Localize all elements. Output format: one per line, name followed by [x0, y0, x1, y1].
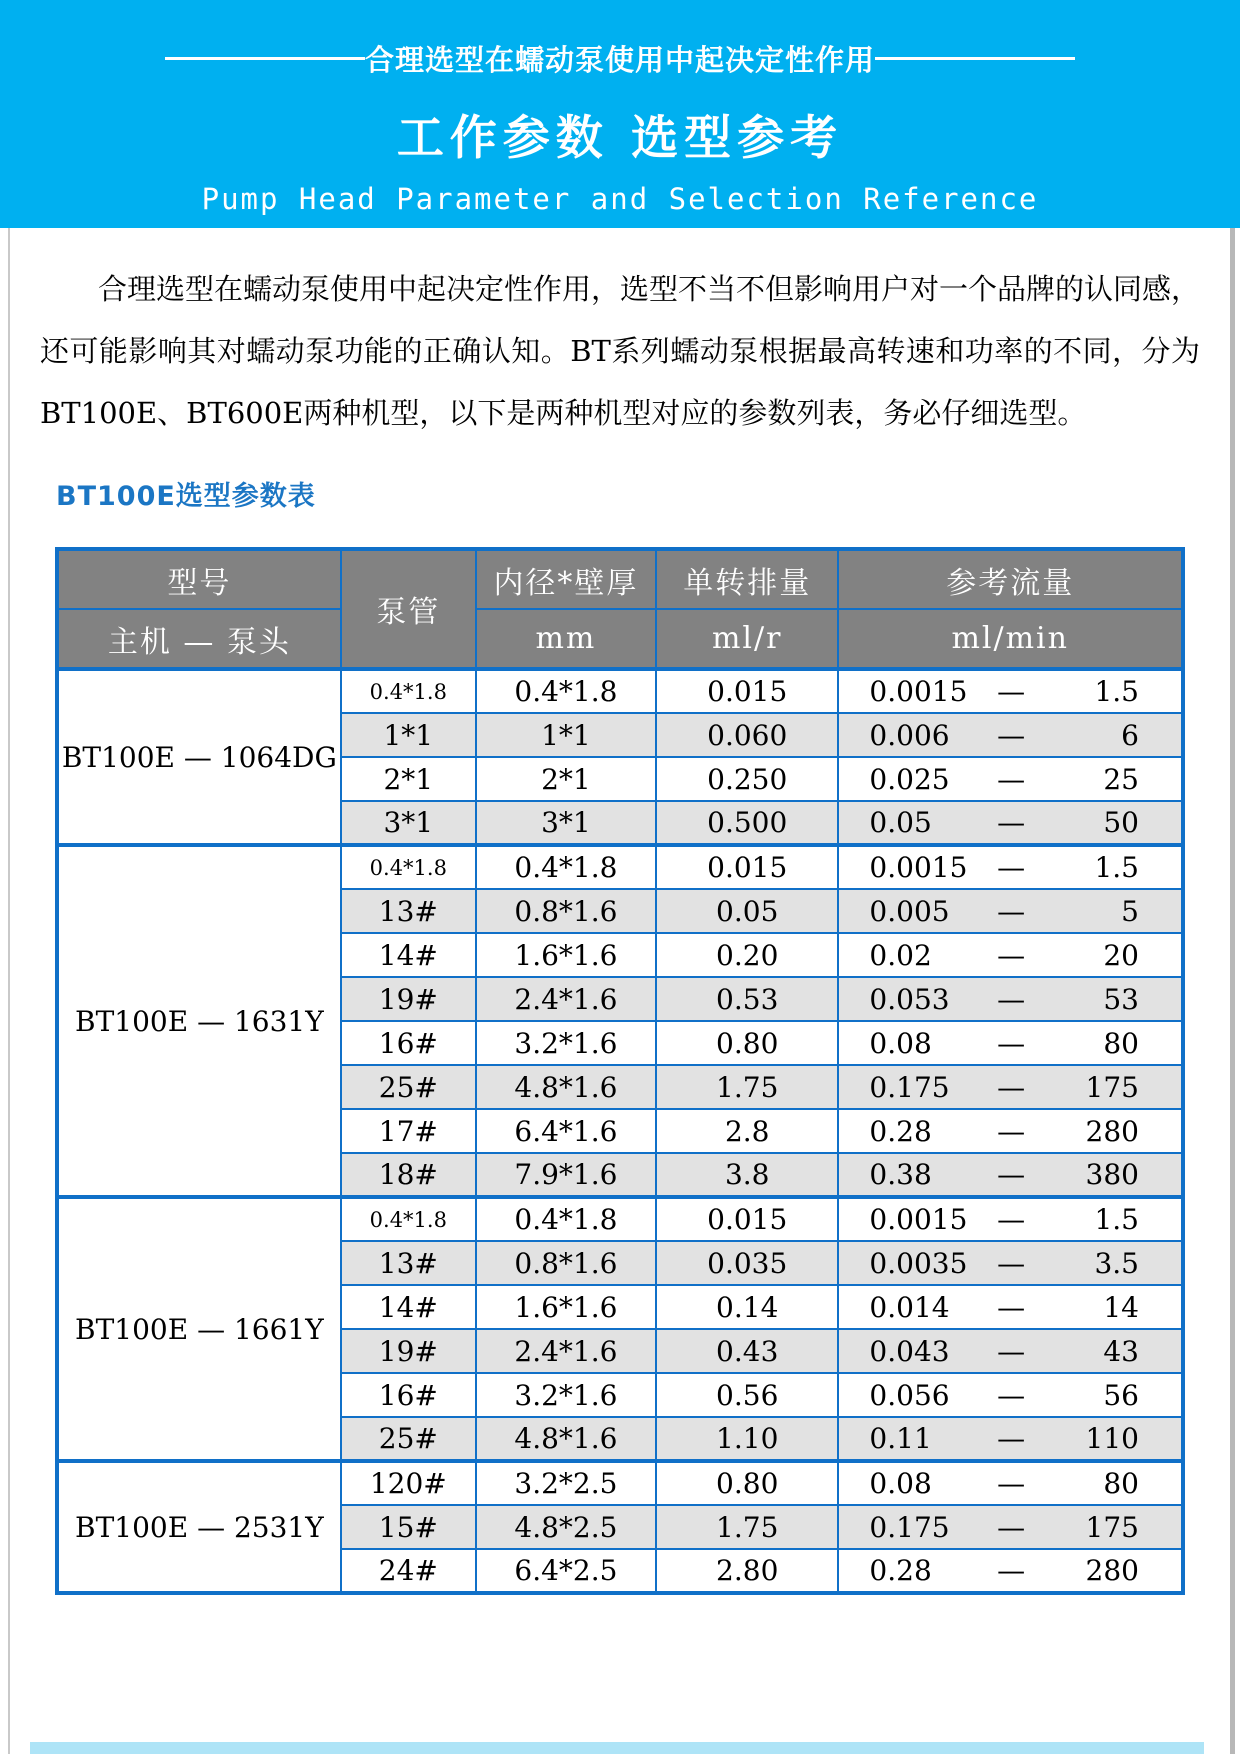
flow-min: 0.053: [869, 982, 950, 1016]
tube-cell: 13#: [341, 889, 476, 933]
flow-max: 5: [1121, 894, 1139, 928]
id-wall-cell: 1.6*1.6: [476, 1285, 656, 1329]
flow-range: [839, 1379, 1181, 1412]
flow-min: 0.0035: [869, 1246, 968, 1280]
flow-max: 280: [1085, 1114, 1139, 1148]
displacement-cell: 0.43: [656, 1329, 838, 1373]
displacement-cell: 0.80: [656, 1021, 838, 1065]
flow-max: 50: [1103, 806, 1139, 840]
flow-range: [839, 1291, 1181, 1324]
flow-max: 14: [1103, 1290, 1139, 1324]
col-header-displacement-unit: ml/r: [656, 609, 838, 669]
flow-min: 0.025: [869, 762, 950, 796]
tube-cell: 25#: [341, 1065, 476, 1109]
flow-max: 25: [1103, 762, 1139, 796]
flow-min: 0.28: [869, 1554, 932, 1588]
flow-min: 0.175: [869, 1070, 950, 1104]
tube-cell: 14#: [341, 933, 476, 977]
flow-dash: —: [997, 1114, 1026, 1148]
col-header-displacement: 单转排量: [656, 549, 838, 609]
flow-range: [839, 1071, 1181, 1104]
flow-max: 1.5: [1094, 851, 1139, 885]
displacement-cell: 0.14: [656, 1285, 838, 1329]
id-wall-cell: 4.8*1.6: [476, 1417, 656, 1461]
col-header-id-wall-unit: mm: [476, 609, 656, 669]
banner: [0, 0, 1240, 228]
col-header-model-sub: 主机 — 泵头: [57, 609, 341, 669]
flow-dash: —: [997, 718, 1026, 752]
flow-dash: —: [997, 851, 1026, 885]
flow-min: 0.0015: [869, 1203, 968, 1237]
flow-min: 0.014: [869, 1290, 950, 1324]
displacement-cell: 0.500: [656, 801, 838, 845]
displacement-cell: 1.10: [656, 1417, 838, 1461]
flow-dash: —: [997, 1510, 1026, 1544]
flow-dash: —: [997, 1203, 1026, 1237]
id-wall-cell: 3.2*2.5: [476, 1461, 656, 1505]
flow-cell: [838, 1065, 1183, 1109]
parameter-table-wrap: [55, 547, 1185, 1595]
flow-cell: [838, 1197, 1183, 1241]
displacement-cell: 0.015: [656, 669, 838, 713]
id-wall-cell: 0.8*1.6: [476, 1241, 656, 1285]
id-wall-cell: 1*1: [476, 713, 656, 757]
flow-min: 0.05: [869, 806, 932, 840]
flow-max: 1.5: [1094, 675, 1139, 709]
flow-cell: [838, 1109, 1183, 1153]
tube-cell: 19#: [341, 977, 476, 1021]
flow-dash: —: [997, 1070, 1026, 1104]
displacement-cell: 3.8: [656, 1153, 838, 1197]
model-cell: BT100E — 1631Y: [57, 845, 341, 1197]
flow-dash: —: [997, 938, 1026, 972]
flow-range: [839, 1335, 1181, 1368]
flow-dash: —: [997, 1554, 1026, 1588]
displacement-cell: 2.8: [656, 1109, 838, 1153]
flow-cell: [838, 1505, 1183, 1549]
flow-cell: [838, 1285, 1183, 1329]
flow-cell: [838, 933, 1183, 977]
flow-dash: —: [997, 675, 1026, 709]
flow-max: 53: [1103, 982, 1139, 1016]
id-wall-cell: 2.4*1.6: [476, 977, 656, 1021]
parameter-table: [55, 547, 1185, 1595]
flow-range: [839, 1115, 1181, 1148]
flow-range: [839, 939, 1181, 972]
model-cell: BT100E — 2531Y: [57, 1461, 341, 1593]
table-row: [57, 845, 1183, 889]
tagline-left-rule: [165, 57, 365, 60]
displacement-cell: 0.015: [656, 845, 838, 889]
flow-dash: —: [997, 806, 1026, 840]
flow-min: 0.08: [869, 1026, 932, 1060]
page-subtitle-english: Pump Head Parameter and Selection Reference: [201, 182, 1039, 216]
page-edge-right: [1230, 228, 1235, 1754]
table-row: [57, 669, 1183, 713]
flow-cell: [838, 977, 1183, 1021]
flow-range: [839, 1511, 1181, 1544]
flow-cell: [838, 845, 1183, 889]
id-wall-cell: 3.2*1.6: [476, 1373, 656, 1417]
flow-min: 0.175: [869, 1510, 950, 1544]
flow-min: 0.006: [869, 718, 950, 752]
displacement-cell: 1.75: [656, 1505, 838, 1549]
footer-accent-strip: [30, 1742, 1204, 1754]
banner-tagline: [165, 38, 1075, 79]
flow-min: 0.28: [869, 1114, 932, 1148]
table-label: BT100E选型参数表: [56, 481, 316, 513]
flow-cell: [838, 1329, 1183, 1373]
flow-min: 0.02: [869, 938, 932, 972]
flow-dash: —: [997, 894, 1026, 928]
flow-range: [839, 851, 1181, 884]
tube-cell: 0.4*1.8: [341, 845, 476, 889]
displacement-cell: 0.53: [656, 977, 838, 1021]
flow-min: 0.38: [869, 1158, 932, 1192]
flow-cell: [838, 713, 1183, 757]
flow-cell: [838, 669, 1183, 713]
flow-max: 80: [1103, 1467, 1139, 1501]
col-header-tube: 泵管: [341, 549, 476, 669]
tube-cell: 19#: [341, 1329, 476, 1373]
flow-max: 175: [1085, 1510, 1139, 1544]
tube-cell: 1*1: [341, 713, 476, 757]
id-wall-cell: 2*1: [476, 757, 656, 801]
tube-cell: 0.4*1.8: [341, 1197, 476, 1241]
flow-max: 110: [1085, 1422, 1139, 1456]
displacement-cell: 0.56: [656, 1373, 838, 1417]
flow-max: 280: [1085, 1554, 1139, 1588]
flow-max: 380: [1085, 1158, 1139, 1192]
displacement-cell: 1.75: [656, 1065, 838, 1109]
flow-range: [839, 1554, 1181, 1587]
flow-max: 20: [1103, 938, 1139, 972]
tagline-right-rule: [875, 57, 1075, 60]
table-header: [57, 549, 1183, 669]
flow-min: 0.11: [869, 1422, 932, 1456]
table-row: [57, 1197, 1183, 1241]
table-row: [57, 1461, 1183, 1505]
flow-dash: —: [997, 1467, 1026, 1501]
flow-cell: [838, 889, 1183, 933]
flow-dash: —: [997, 762, 1026, 796]
tube-cell: 120#: [341, 1461, 476, 1505]
tube-cell: 0.4*1.8: [341, 669, 476, 713]
flow-range: [839, 983, 1181, 1016]
id-wall-cell: 3.2*1.6: [476, 1021, 656, 1065]
flow-dash: —: [997, 1334, 1026, 1368]
displacement-cell: 2.80: [656, 1549, 838, 1593]
id-wall-cell: 6.4*2.5: [476, 1549, 656, 1593]
flow-cell: [838, 1153, 1183, 1197]
flow-cell: [838, 757, 1183, 801]
tube-cell: 17#: [341, 1109, 476, 1153]
id-wall-cell: 0.4*1.8: [476, 845, 656, 889]
flow-cell: [838, 1241, 1183, 1285]
tube-cell: 24#: [341, 1549, 476, 1593]
flow-cell: [838, 1417, 1183, 1461]
tube-cell: 14#: [341, 1285, 476, 1329]
id-wall-cell: 0.4*1.8: [476, 1197, 656, 1241]
flow-range: [839, 1247, 1181, 1280]
displacement-cell: 0.015: [656, 1197, 838, 1241]
flow-range: [839, 895, 1181, 928]
flow-cell: [838, 1021, 1183, 1065]
displacement-cell: 0.80: [656, 1461, 838, 1505]
flow-cell: [838, 1461, 1183, 1505]
tube-cell: 13#: [341, 1241, 476, 1285]
flow-range: [839, 1027, 1181, 1060]
tube-cell: 25#: [341, 1417, 476, 1461]
page-edge-left: [8, 228, 10, 1754]
flow-dash: —: [997, 1026, 1026, 1060]
displacement-cell: 0.250: [656, 757, 838, 801]
flow-cell: [838, 1373, 1183, 1417]
id-wall-cell: 4.8*2.5: [476, 1505, 656, 1549]
tube-cell: 15#: [341, 1505, 476, 1549]
displacement-cell: 0.20: [656, 933, 838, 977]
flow-range: [839, 806, 1181, 839]
col-header-id-wall: 内径*壁厚: [476, 549, 656, 609]
tube-cell: 18#: [341, 1153, 476, 1197]
flow-max: 43: [1103, 1334, 1139, 1368]
id-wall-cell: 1.6*1.6: [476, 933, 656, 977]
flow-dash: —: [997, 1158, 1026, 1192]
col-header-model: 型号: [57, 549, 341, 609]
flow-max: 175: [1085, 1070, 1139, 1104]
flow-dash: —: [997, 1290, 1026, 1324]
displacement-cell: 0.05: [656, 889, 838, 933]
displacement-cell: 0.060: [656, 713, 838, 757]
model-cell: BT100E — 1064DG: [57, 669, 341, 845]
tube-cell: 16#: [341, 1021, 476, 1065]
flow-max: 80: [1103, 1026, 1139, 1060]
intro-paragraph: 合理选型在蠕动泵使用中起决定性作用，选型不当不但影响用户对一个品牌的认同感，还可能影响其对蠕动泵功能的正确认知。BT系列蠕动泵根据最高转速和功率的不同，分为BT100E、BT600E两种机型，以下是两种机型对应的参数列表，务必仔细选型。: [40, 272, 1201, 431]
flow-min: 0.0015: [869, 851, 968, 885]
flow-range: [839, 763, 1181, 796]
tagline-text: 合理选型在蠕动泵使用中起决定性作用: [364, 43, 875, 77]
id-wall-cell: 4.8*1.6: [476, 1065, 656, 1109]
flow-range: [839, 1467, 1181, 1500]
id-wall-cell: 3*1: [476, 801, 656, 845]
flow-range: [839, 1422, 1181, 1455]
flow-max: 56: [1103, 1378, 1139, 1412]
flow-range: [839, 1203, 1181, 1236]
flow-dash: —: [997, 1246, 1026, 1280]
flow-min: 0.0015: [869, 675, 968, 709]
model-cell: BT100E — 1661Y: [57, 1197, 341, 1461]
id-wall-cell: 2.4*1.6: [476, 1329, 656, 1373]
flow-max: 6: [1121, 718, 1139, 752]
id-wall-cell: 0.4*1.8: [476, 669, 656, 713]
tube-cell: 16#: [341, 1373, 476, 1417]
flow-min: 0.005: [869, 894, 950, 928]
col-header-flow: 参考流量: [838, 549, 1183, 609]
flow-max: 1.5: [1094, 1203, 1139, 1237]
flow-cell: [838, 801, 1183, 845]
flow-dash: —: [997, 982, 1026, 1016]
flow-dash: —: [997, 1378, 1026, 1412]
tube-cell: 3*1: [341, 801, 476, 845]
displacement-cell: 0.035: [656, 1241, 838, 1285]
page-title: 工作参数 选型参考: [396, 111, 844, 166]
flow-min: 0.043: [869, 1334, 950, 1368]
flow-range: [839, 719, 1181, 752]
id-wall-cell: 7.9*1.6: [476, 1153, 656, 1197]
flow-min: 0.08: [869, 1467, 932, 1501]
id-wall-cell: 0.8*1.6: [476, 889, 656, 933]
flow-range: [839, 675, 1181, 708]
flow-range: [839, 1158, 1181, 1191]
flow-dash: —: [997, 1422, 1026, 1456]
param-table-body: [57, 669, 1183, 1593]
flow-max: 3.5: [1094, 1246, 1139, 1280]
flow-min: 0.056: [869, 1378, 950, 1412]
flow-cell: [838, 1549, 1183, 1593]
col-header-flow-unit: ml/min: [838, 609, 1183, 669]
tube-cell: 2*1: [341, 757, 476, 801]
id-wall-cell: 6.4*1.6: [476, 1109, 656, 1153]
